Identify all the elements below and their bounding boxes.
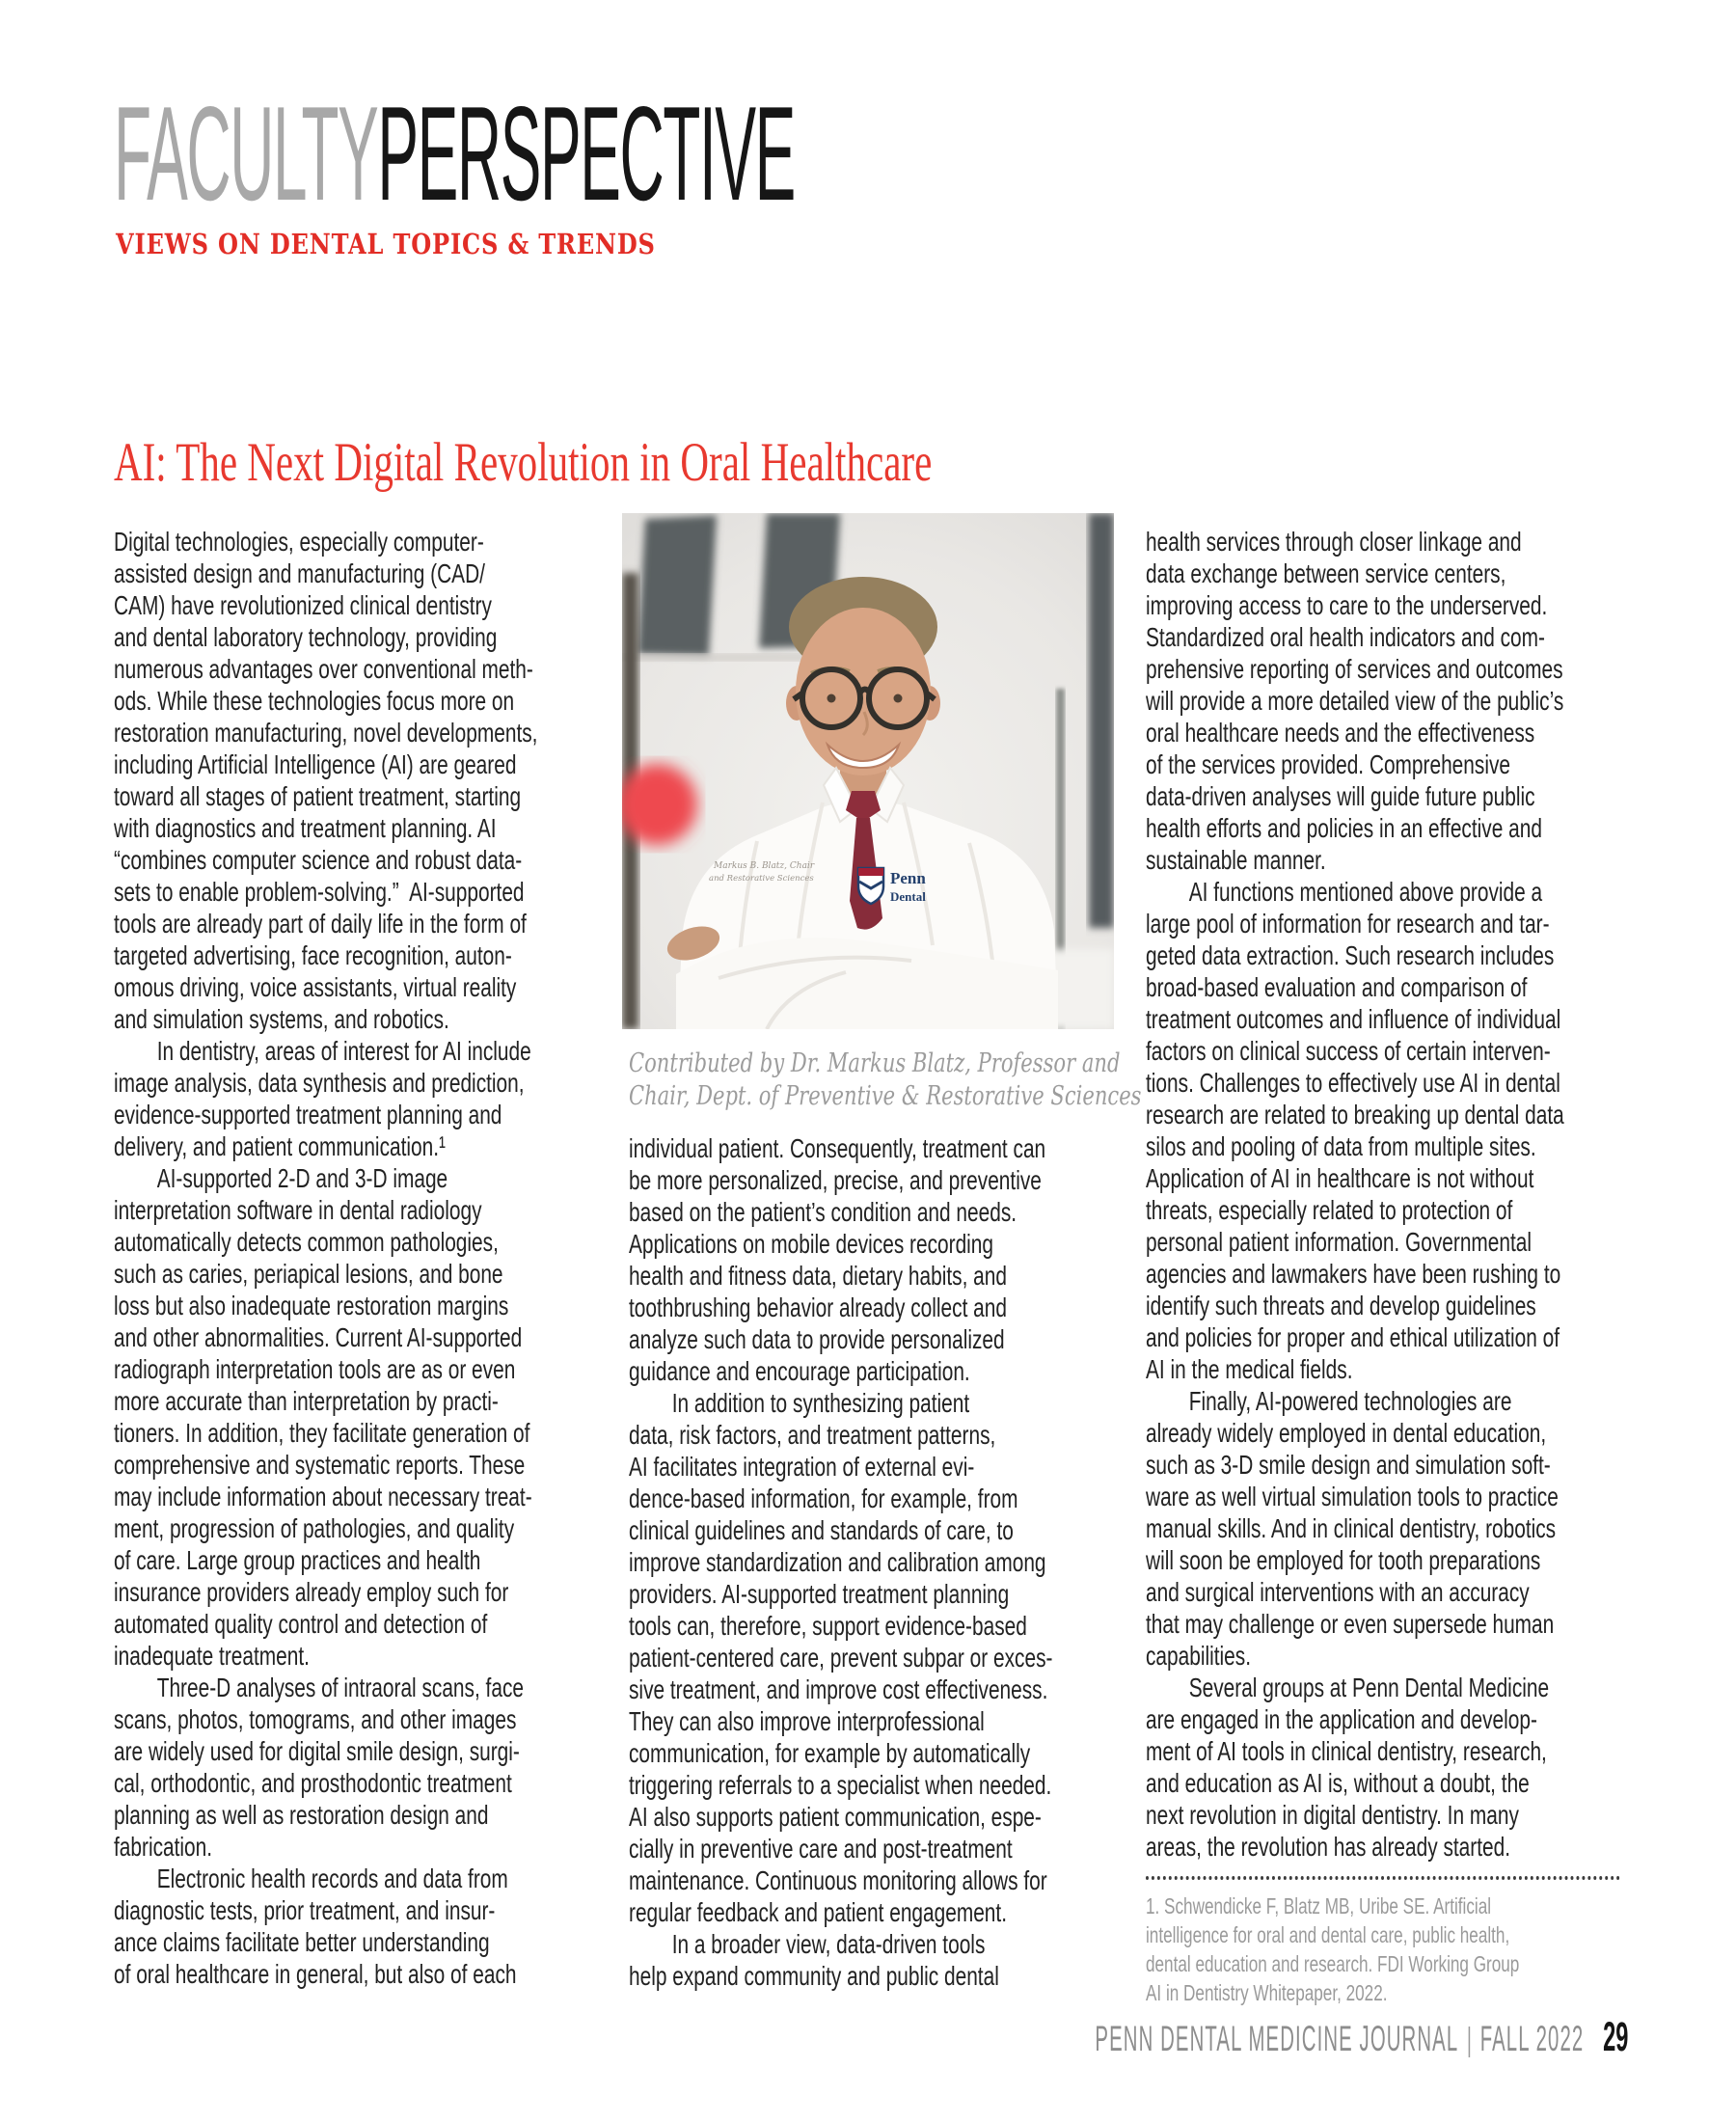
article-title: AI: The Next Digital Revolution in Oral Healthcare [114, 432, 933, 493]
text-line: personal patient information. Governmental [1146, 1227, 1533, 1257]
text-line: prehensive reporting of services and outcomes [1146, 654, 1563, 684]
text-line: threats, especially related to protection of [1146, 1195, 1513, 1225]
text-line: ment of AI tools in clinical dentistry, research, [1146, 1736, 1547, 1766]
photo-dark-bar-right [1089, 513, 1114, 928]
text-line: providers. AI-supported treatment planning [629, 1579, 1010, 1609]
text-line: automated quality control and detection of [114, 1609, 488, 1639]
text-line: Application of AI in healthcare is not without [1146, 1163, 1534, 1193]
text-line: data-driven analyses will guide future public [1146, 781, 1535, 811]
text-line: fabrication. [114, 1832, 213, 1862]
text-line: tools can, therefore, support evidence-based [629, 1611, 1027, 1641]
text-line: and dental laboratory technology, providing [114, 622, 498, 652]
text-line: and simulation systems, and robotics. [114, 1004, 449, 1034]
text-line: identify such threats and develop guidelines [1146, 1291, 1536, 1320]
text-line: regular feedback and patient engagement. [629, 1897, 1007, 1927]
text-line: image analysis, data synthesis and prediction, [114, 1068, 525, 1098]
text-line: CAM) have revolutionized clinical dentistry [114, 590, 492, 620]
text-line: research are related to breaking up dental data [1146, 1100, 1564, 1129]
section-header [114, 79, 795, 229]
photo-caption [629, 1047, 1141, 1113]
text-line: toward all stages of patient treatment, starting [114, 781, 522, 811]
text-line: of care. Large group practices and health [114, 1545, 481, 1575]
text-line: individual patient. Consequently, treatment can [629, 1133, 1046, 1163]
footer-separator: | [1466, 2022, 1472, 2058]
text-line: tools are already part of daily life in the form of [114, 909, 527, 939]
text-line: ods. While these technologies focus more on [114, 686, 515, 716]
text-line: restoration manufacturing, novel developments, [114, 718, 538, 748]
text-line: that may challenge or even supersede human [1146, 1609, 1555, 1639]
embroidery-text-line2: and Restorative Sciences [709, 874, 814, 884]
text-line: health efforts and policies in an effective and [1146, 813, 1542, 843]
text-line: capabilities. [1146, 1641, 1252, 1671]
text-line: “combines computer science and robust data- [114, 845, 523, 875]
text-line: large pool of information for research and tar- [1146, 909, 1550, 939]
text-line: improving access to care to the underserved. [1146, 590, 1548, 620]
text-line: inadequate treatment. [114, 1641, 310, 1671]
text-line: comprehensive and systematic reports. These [114, 1450, 526, 1480]
text-line: loss but also inadequate restoration margins [114, 1291, 509, 1320]
text-line: triggering referrals to a specialist when needed. [629, 1770, 1052, 1800]
text-line: diagnostic tests, prior treatment, and insur- [114, 1895, 496, 1925]
text-line: 1. Schwendicke F, Blatz MB, Uribe SE. Artificial [1146, 1893, 1492, 1918]
text-line: tions. Challenges to effectively use AI in dental [1146, 1068, 1560, 1098]
text-line: evidence-supported treatment planning and [114, 1100, 502, 1129]
text-line: Digital technologies, especially computer- [114, 527, 484, 557]
footer-journal-name: PENN DENTAL MEDICINE JOURNAL [1095, 2019, 1458, 2058]
text-line: will provide a more detailed view of the public’s [1146, 686, 1564, 716]
portrait-photo [622, 513, 1114, 1029]
text-line: data, risk factors, and treatment patterns, [629, 1420, 996, 1450]
text-line: Finally, AI-powered technologies are [1188, 1386, 1512, 1416]
text-line: such as caries, periapical lesions, and bone [114, 1259, 503, 1289]
text-line: maintenance. Continuous monitoring allows for [629, 1865, 1047, 1895]
text-line: In addition to synthesizing patient [671, 1388, 970, 1418]
logo-text-dental: Dental [890, 889, 926, 904]
text-line: In dentistry, areas of interest for AI include [156, 1036, 531, 1066]
text-line: cially in preventive care and post-treatment [629, 1834, 1013, 1864]
text-line: clinical guidelines and standards of care, to [629, 1515, 1014, 1545]
text-line: silos and pooling of data from multiple sites. [1146, 1131, 1536, 1161]
text-line: dence-based information, for example, from [629, 1483, 1018, 1513]
text-line: They can also improve interprofessional [629, 1706, 985, 1736]
text-line: Electronic health records and data from [156, 1864, 508, 1893]
text-line: oral healthcare needs and the effectiveness [1146, 718, 1535, 748]
text-line: improve standardization and calibration among [629, 1547, 1046, 1577]
text-line: radiograph interpretation tools are as or even [114, 1354, 516, 1384]
eye-left [827, 694, 836, 703]
text-line: analyze such data to provide personalized [629, 1324, 1005, 1354]
text-line: health and fitness data, dietary habits, and [629, 1261, 1007, 1291]
text-line: tioners. In addition, they facilitate generation of [114, 1418, 530, 1448]
text-line: already widely employed in dental education, [1146, 1418, 1547, 1448]
text-line: Contributed by Dr. Markus Blatz, Professor and [629, 1048, 1121, 1078]
text-line: including Artificial Intelligence (AI) are geared [114, 749, 517, 779]
footnote-divider [1146, 1876, 1620, 1880]
text-line: factors on clinical success of certain interven- [1146, 1036, 1551, 1066]
text-line: and policies for proper and ethical utilization of [1146, 1322, 1560, 1352]
text-line: guidance and encourage participation. [629, 1356, 970, 1386]
logo-text-penn: Penn [890, 869, 926, 887]
text-line: toothbrushing behavior already collect and [629, 1292, 1007, 1322]
text-line: more accurate than interpretation by practi- [114, 1386, 499, 1416]
text-line: AI in the medical fields. [1146, 1354, 1353, 1384]
text-line: Three-D analyses of intraoral scans, face [156, 1673, 524, 1702]
text-line: with diagnostics and treatment planning. AI [114, 813, 497, 843]
penn-dental-logo [858, 868, 926, 904]
text-line: sive treatment, and improve cost effectiveness. [629, 1674, 1048, 1704]
text-line: intelligence for oral and dental care, public health, [1146, 1922, 1510, 1947]
text-line: cal, orthodontic, and prosthodontic treatment [114, 1768, 512, 1798]
text-line: In a broader view, data-driven tools [671, 1929, 986, 1959]
eye-right [894, 694, 903, 703]
text-line: Several groups at Penn Dental Medicine [1188, 1673, 1550, 1702]
text-line: broad-based evaluation and comparison of [1146, 972, 1528, 1002]
text-line: AI facilitates integration of external evi- [629, 1452, 975, 1482]
embroidery-text-line1: Markus B. Blatz, Chair [714, 861, 815, 871]
text-line: interpretation software in dental radiology [114, 1195, 482, 1225]
text-line: scans, photos, tomograms, and other images [114, 1704, 517, 1734]
text-line: such as 3-D smile design and simulation soft- [1146, 1450, 1551, 1480]
text-line: and other abnormalities. Current AI-supported [114, 1322, 523, 1352]
text-line: delivery, and patient communication.¹ [114, 1131, 446, 1161]
section-kicker: VIEWS ON DENTAL TOPICS & TRENDS [116, 228, 656, 260]
text-line: data exchange between service centers, [1146, 558, 1506, 588]
photo-window-left [637, 515, 717, 656]
text-line: communication, for example by automatically [629, 1738, 1031, 1768]
text-line: sustainable manner. [1146, 845, 1326, 875]
text-line: and surgical interventions with an accuracy [1146, 1577, 1530, 1607]
text-line: be more personalized, precise, and preventive [629, 1165, 1042, 1195]
text-line: targeted advertising, face recognition, auton- [114, 940, 512, 970]
text-line: of the services provided. Comprehensive [1146, 749, 1510, 779]
page-footer [1095, 2014, 1628, 2061]
section-header-faculty: FACULTY [114, 79, 378, 229]
text-line: manual skills. And in clinical dentistry, robotics [1146, 1513, 1557, 1543]
text-line: of oral healthcare in general, but also of each [114, 1959, 517, 1989]
text-line: health services through closer linkage and [1146, 527, 1522, 557]
text-line: ance claims facilitate better understanding [114, 1927, 490, 1957]
text-line: next revolution in digital dentistry. In many [1146, 1800, 1519, 1830]
text-line: will soon be employed for tooth preparations [1146, 1545, 1541, 1575]
text-line: AI also supports patient communication, espe- [629, 1802, 1042, 1832]
text-line: AI functions mentioned above provide a [1188, 877, 1543, 907]
text-line: patient-centered care, prevent subpar or exces- [629, 1643, 1053, 1673]
text-line: insurance providers already employ such for [114, 1577, 509, 1607]
text-line: and education as AI is, without a doubt, the [1146, 1768, 1530, 1798]
text-line: Applications on mobile devices recording [629, 1229, 994, 1259]
text-line: assisted design and manufacturing (CAD/ [114, 558, 485, 588]
text-line: ment, progression of pathologies, and quality [114, 1513, 515, 1543]
text-line: sets to enable problem-solving.” AI-supported [114, 877, 525, 907]
text-line: omous driving, voice assistants, virtual reality [114, 972, 517, 1002]
footer-issue: FALL 2022 [1479, 2019, 1584, 2058]
text-line: agencies and lawmakers have been rushing to [1146, 1259, 1561, 1289]
text-line: are engaged in the application and develop- [1146, 1704, 1537, 1734]
text-line: AI-supported 2-D and 3-D image [156, 1163, 448, 1193]
text-line: numerous advantages over conventional meth- [114, 654, 533, 684]
footnote [1146, 1891, 1620, 2007]
text-line: are widely used for digital smile design, surgi- [114, 1736, 520, 1766]
text-line: may include information about necessary treat- [114, 1482, 532, 1511]
text-line: dental education and research. FDI Working Group [1146, 1951, 1520, 1976]
text-line: AI in Dentistry Whitepaper, 2022. [1146, 1980, 1388, 2005]
text-line: automatically detects common pathologies, [114, 1227, 499, 1257]
article-column-1 [114, 526, 588, 1990]
text-line: Chair, Dept. of Preventive & Restorative Sciences [629, 1081, 1142, 1111]
section-header-perspective: PERSPECTIVE [377, 79, 795, 229]
text-line: help expand community and public dental [629, 1961, 999, 1991]
page-number: 29 [1602, 2014, 1628, 2060]
text-line: Standardized oral health indicators and com- [1146, 622, 1545, 652]
article-column-3 [1146, 526, 1620, 2007]
text-line: areas, the revolution has already started. [1146, 1832, 1511, 1862]
text-line: geted data extraction. Such research includes [1146, 940, 1555, 970]
text-line: planning as well as restoration design and [114, 1800, 489, 1830]
text-line: ware as well virtual simulation tools to practice [1146, 1482, 1559, 1511]
text-line: based on the patient’s condition and needs. [629, 1197, 1017, 1227]
article-column-3-text [1146, 526, 1620, 1863]
text-line: treatment outcomes and influence of individual [1146, 1004, 1561, 1034]
article-column-2 [629, 1132, 1103, 1992]
